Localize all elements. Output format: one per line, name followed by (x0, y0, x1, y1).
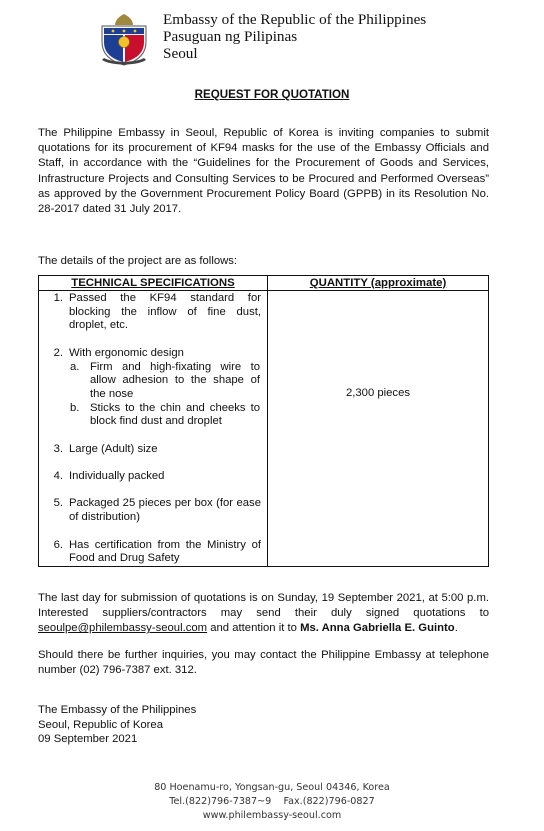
item-text: With ergonomic design (69, 346, 184, 359)
item-number: 4. (53, 470, 63, 483)
list-item (39, 497, 267, 524)
sub-item-text: Firm and high-fixating wire to allow adhesion to the shape of the nose (90, 360, 260, 400)
footer (0, 781, 544, 823)
quantity-header: QUANTITY (approximate) (268, 276, 489, 291)
footer-phone: Tel.(822)796-7387~9 Fax.(822)796-0827 (169, 796, 375, 807)
item-number: 3. (53, 442, 63, 455)
details-intro: The details of the project are as follows: (38, 255, 238, 267)
item-text: Individually packed (69, 470, 165, 483)
item-body (69, 347, 261, 429)
item-text: Packaged 25 pieces per box (for ease of distribution) (69, 497, 261, 524)
list-item (39, 292, 267, 333)
sub-item-letter: b. (70, 401, 80, 414)
document-title: REQUEST FOR QUOTATION (194, 88, 350, 101)
embassy-name-english: Embassy of the Republic of the Philippines (163, 11, 427, 28)
item-text: Passed the KF94 standard for blocking the inflow of fine dust, droplet, etc. (69, 292, 261, 332)
technical-specifications-header: TECHNICAL SPECIFICATIONS (39, 276, 268, 291)
sub-item-letter: a. (70, 360, 80, 373)
embassy-city: Seoul (163, 45, 198, 62)
sub-item (69, 361, 261, 402)
table-header-row (39, 276, 489, 291)
item-number: 1. (53, 292, 63, 304)
list-item (39, 347, 267, 429)
attention-text: and attention it to (210, 622, 297, 635)
item-number: 2. (53, 346, 63, 359)
embassy-name-filipino: Pasuguan ng Pilipinas (163, 28, 298, 45)
specifications-list (39, 291, 267, 566)
sentence-end: . (454, 622, 458, 635)
deadline-text: The last day for submission of quotations is on Sunday, 19 September 2021, at 5:00 p.m. Interested suppliers/contractors may send their duly signed quotations to (38, 592, 489, 620)
signature-location: Seoul, Republic of Korea (38, 718, 163, 731)
table-row (39, 291, 489, 567)
email-link[interactable]: seoulpe@philembassy-seoul.com (38, 622, 208, 635)
intro-paragraph: The Philippine Embassy in Seoul, Republic of Korea is inviting companies to submit quotations for its procurement of KF94 masks for the use of the Embassy Officials and Staff, in accordance with the “Guidelines for the Procurement of Goods and Services, Infrastructure Projects and Consulting Services to be Procured and Performed Overseas” as approved by the Government Procurement Policy Board (GPPB) in its Resolution No. 28-2017 dated 31 July 2017. (38, 127, 489, 216)
quantity-cell: 2,300 pieces (268, 291, 489, 567)
deadline-paragraph (38, 591, 489, 637)
specifications-cell (39, 291, 268, 567)
list-item (39, 539, 267, 566)
item-text: Large (Adult) size (69, 442, 158, 455)
sub-item (69, 402, 261, 429)
inquiry-paragraph: Should there be further inquiries, you may contact the Philippine Embassy at telephone number (02) 796-7387 ext. 312. (38, 649, 489, 677)
specifications-table (38, 275, 489, 567)
footer-website[interactable]: www.philembassy-seoul.com (202, 810, 342, 821)
footer-address: 80 Hoenamu-ro, Yongsan-gu, Seoul 04346, Korea (154, 782, 390, 793)
item-text: Has certification from the Ministry of Food and Drug Safety (69, 538, 261, 565)
contact-name: Ms. Anna Gabriella E. Guinto (300, 622, 455, 635)
signature-date: 09 September 2021 (38, 733, 138, 746)
sub-item-text: Sticks to the chin and cheeks to block find dust and droplet (90, 401, 260, 428)
list-item (39, 443, 267, 457)
signature-block (38, 703, 196, 747)
philippine-seal-icon (99, 12, 149, 66)
letterhead (163, 11, 426, 62)
item-number: 5. (53, 497, 63, 510)
item-number: 6. (53, 538, 63, 551)
list-item (39, 470, 267, 484)
signature-embassy: The Embassy of the Philippines (38, 704, 197, 716)
